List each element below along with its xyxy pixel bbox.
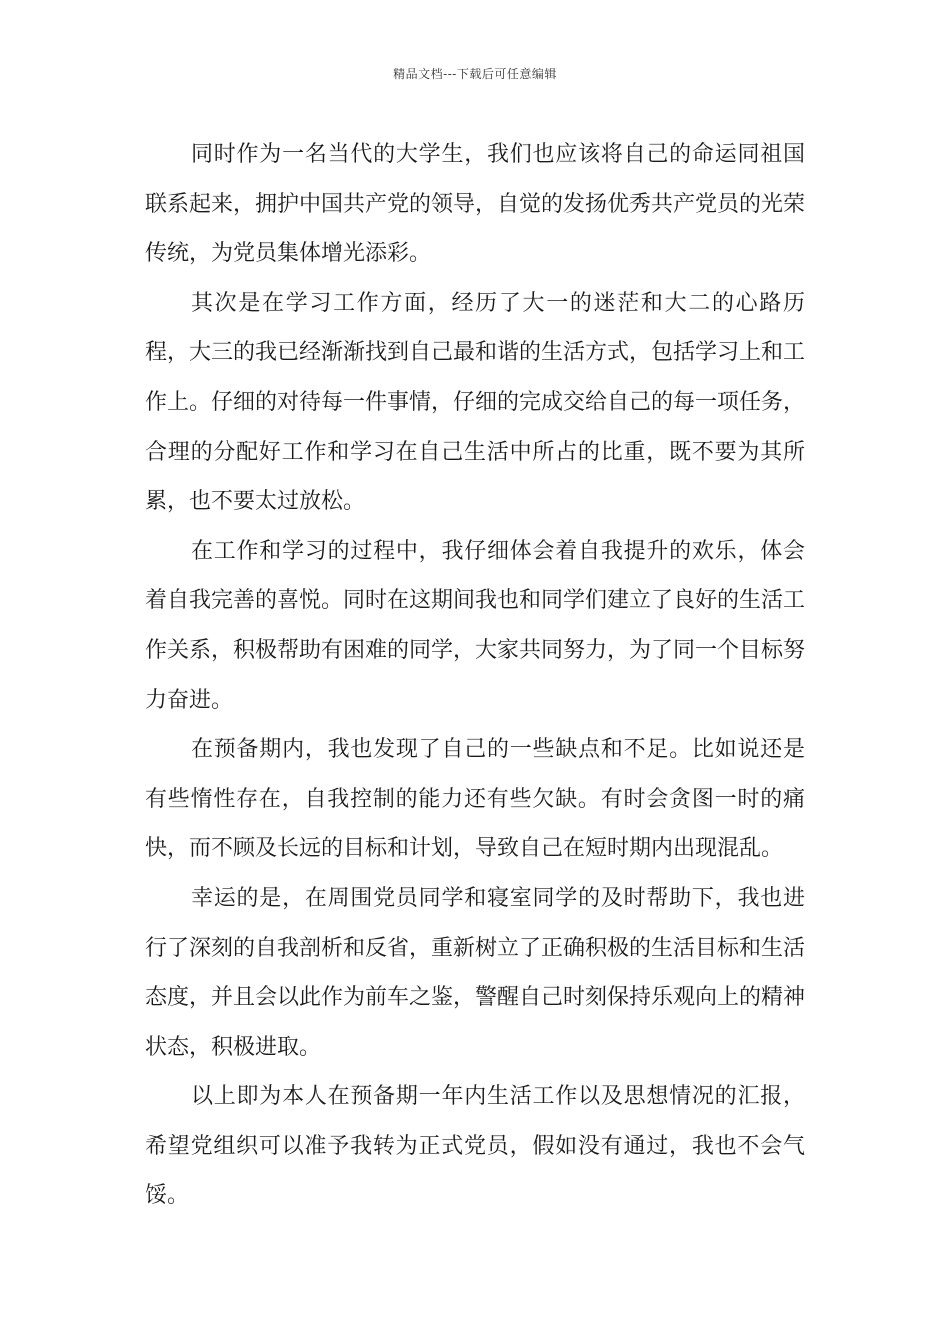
paragraph-6: 以上即为本人在预备期一年内生活工作以及思想情况的汇报，希望党组织可以准予我转为正式党员，假如没有通过，我也不会气馁。 [145, 1084, 805, 1209]
paragraph-3: 在工作和学习的过程中，我仔细体会着自我提升的欢乐，体会着自我完善的喜悦。同时在这期间我也和同学们建立了良好的生活工作关系，积极帮助有困难的同学，大家共同努力，为了同一个目标努力奋进。 [145, 538, 806, 713]
paragraph-2: 其次是在学习工作方面，经历了大一的迷茫和大二的心路历程，大三的我已经渐渐找到自己最和谐的生活方式，包括学习上和工作上。仔细的对待每一件事情，仔细的完成交给自己的每一项任务，合理的分配好工作和学习在自己生活中所占的比重，既不要为其所累，也不要太过放松。 [145, 290, 806, 515]
paragraph-1: 同时作为一名当代的大学生，我们也应该将自己的命运同祖国联系起来，拥护中国共产党的领导，自觉的发扬优秀共产党员的光荣传统，为党员集体增光添彩。 [145, 142, 806, 267]
document-body [145, 130, 805, 1221]
paragraph-5: 幸运的是，在周围党员同学和寝室同学的及时帮助下，我也进行了深刻的自我剖析和反省，重新树立了正确积极的生活目标和生活态度，并且会以此作为前车之鉴，警醒自己时刻保持乐观向上的精神状态，积极进取。 [145, 885, 806, 1060]
page-header: 精品文档---下载后可任意编辑 [393, 67, 557, 81]
paragraph-4: 在预备期内，我也发现了自己的一些缺点和不足。比如说还是有些惰性存在，自我控制的能力还有些欠缺。有时会贪图一时的痛快，而不顾及长远的目标和计划，导致自己在短时期内出现混乱。 [145, 737, 805, 862]
